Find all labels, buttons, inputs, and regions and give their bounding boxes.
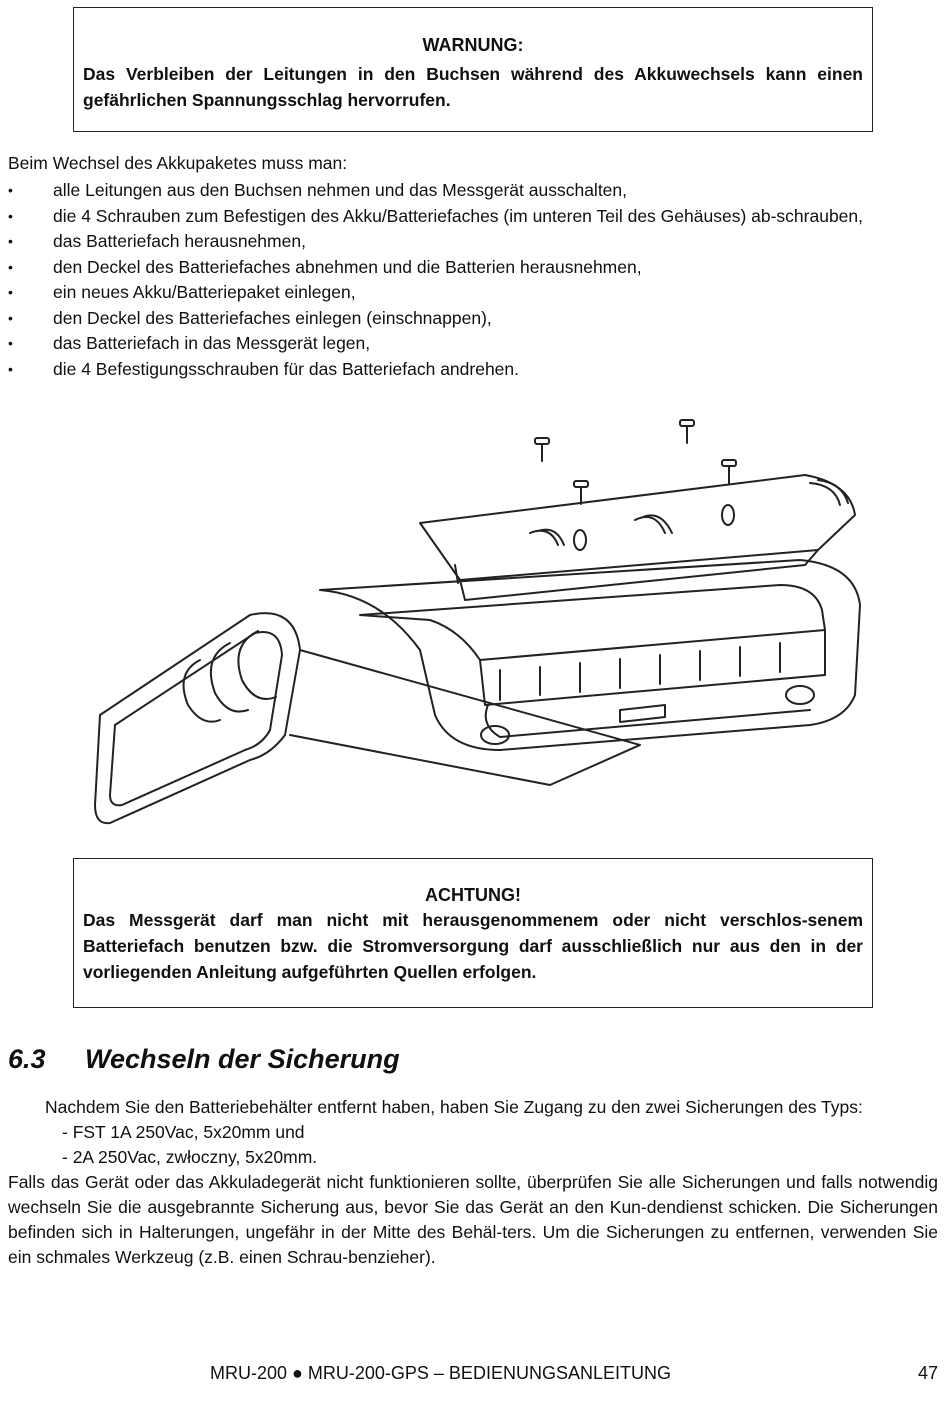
step-text: die 4 Schrauben zum Befestigen des Akku/Batteriefaches (im unteren Teil des Gehäuses) ab-schrauben,	[53, 205, 864, 226]
step-text: das Batteriefach in das Messgerät legen,	[53, 333, 371, 353]
bullet-icon: •	[8, 335, 13, 351]
section-title: Wechseln der Sicherung	[85, 1044, 400, 1074]
section-body	[8, 1095, 938, 1270]
battery-compartment-illustration	[80, 405, 865, 835]
meter-housing	[320, 560, 860, 750]
list-item	[8, 229, 938, 255]
fuse-type-1: - FST 1A 250Vac, 5x20mm und	[62, 1122, 305, 1142]
footer-title: MRU-200 ● MRU-200-GPS – BEDIENUNGSANLEITUNG	[210, 1363, 671, 1383]
list-item	[8, 255, 938, 281]
battery-lid	[420, 475, 855, 600]
list-item	[8, 306, 938, 332]
attention-text: Das Messgerät darf man nicht mit herausgenommenem oder nicht verschlos-senem Batteriefach benutzen bzw. die Stromversorgung darf ausschließlich nur aus den in der vorliegenden Anleitung aufgeführten Quellen erfolgen.	[83, 910, 863, 982]
warning-box	[73, 7, 873, 132]
page-number: 47	[917, 1363, 938, 1383]
attention-title: ACHTUNG!	[425, 885, 521, 905]
battery-tray	[95, 613, 640, 823]
screw-icon	[535, 438, 549, 461]
list-item	[8, 357, 938, 383]
bullet-icon: •	[8, 258, 13, 275]
section-heading	[8, 1044, 400, 1075]
attention-box	[73, 858, 873, 1008]
list-item	[8, 178, 938, 204]
section-number: 6.3	[8, 1044, 46, 1074]
bullet-icon: •	[8, 309, 13, 326]
list-item	[8, 280, 938, 306]
bullet-icon: •	[8, 233, 13, 249]
list-item	[8, 331, 938, 357]
bullet-icon: •	[8, 360, 13, 377]
paragraph: Falls das Gerät oder das Akkuladegerät nicht funktionieren sollte, überprüfen Sie alle Sicherungen und falls notwendig wechseln Sie die ausgebrannte Sicherung aus, bevor Sie das Gerät an den Kun-dendienst schicken. Die Sicherungen befinden sich in Halterungen, ungefähr in der Mitte des Behäl-ters. Um die Sicherungen zu entfernen, verwenden Sie ein schmales Werkzeug (z.B. einen Schrau-benzieher).	[8, 1172, 938, 1267]
step-text: die 4 Befestigungsschrauben für das Batteriefach andrehen.	[53, 358, 520, 379]
list-item	[8, 204, 938, 230]
battery-change-steps	[8, 178, 938, 382]
bullet-icon: •	[8, 284, 13, 300]
screw-icon	[722, 460, 736, 483]
warning-text: Das Verbleiben der Leitungen in den Buchsen während des Akkuwechsels kann einen gefährlichen Spannungsschlag hervorrufen.	[83, 64, 863, 110]
screw-icon	[680, 420, 694, 443]
warning-title: WARNUNG:	[422, 35, 524, 55]
step-text: den Deckel des Batteriefaches einlegen (einschnappen),	[53, 307, 492, 328]
paragraph: Nachdem Sie den Batteriebehälter entfernt haben, haben Sie Zugang zu den zwei Sicherungen des Typs:	[45, 1097, 863, 1117]
step-text: ein neues Akku/Batteriepaket einlegen,	[53, 282, 356, 302]
step-text: das Batteriefach herausnehmen,	[53, 231, 306, 251]
step-text: den Deckel des Batteriefaches abnehmen und die Batterien herausnehmen,	[53, 256, 642, 277]
bullet-icon: •	[8, 207, 13, 224]
bullet-icon: •	[8, 182, 13, 198]
step-text: alle Leitungen aus den Buchsen nehmen und das Messgerät ausschalten,	[53, 180, 628, 200]
battery-change-intro: Beim Wechsel des Akkupaketes muss man:	[8, 153, 348, 173]
fuse-type-2: - 2A 250Vac, zwłoczny, 5x20mm.	[62, 1147, 318, 1167]
screw-icon	[574, 481, 588, 504]
